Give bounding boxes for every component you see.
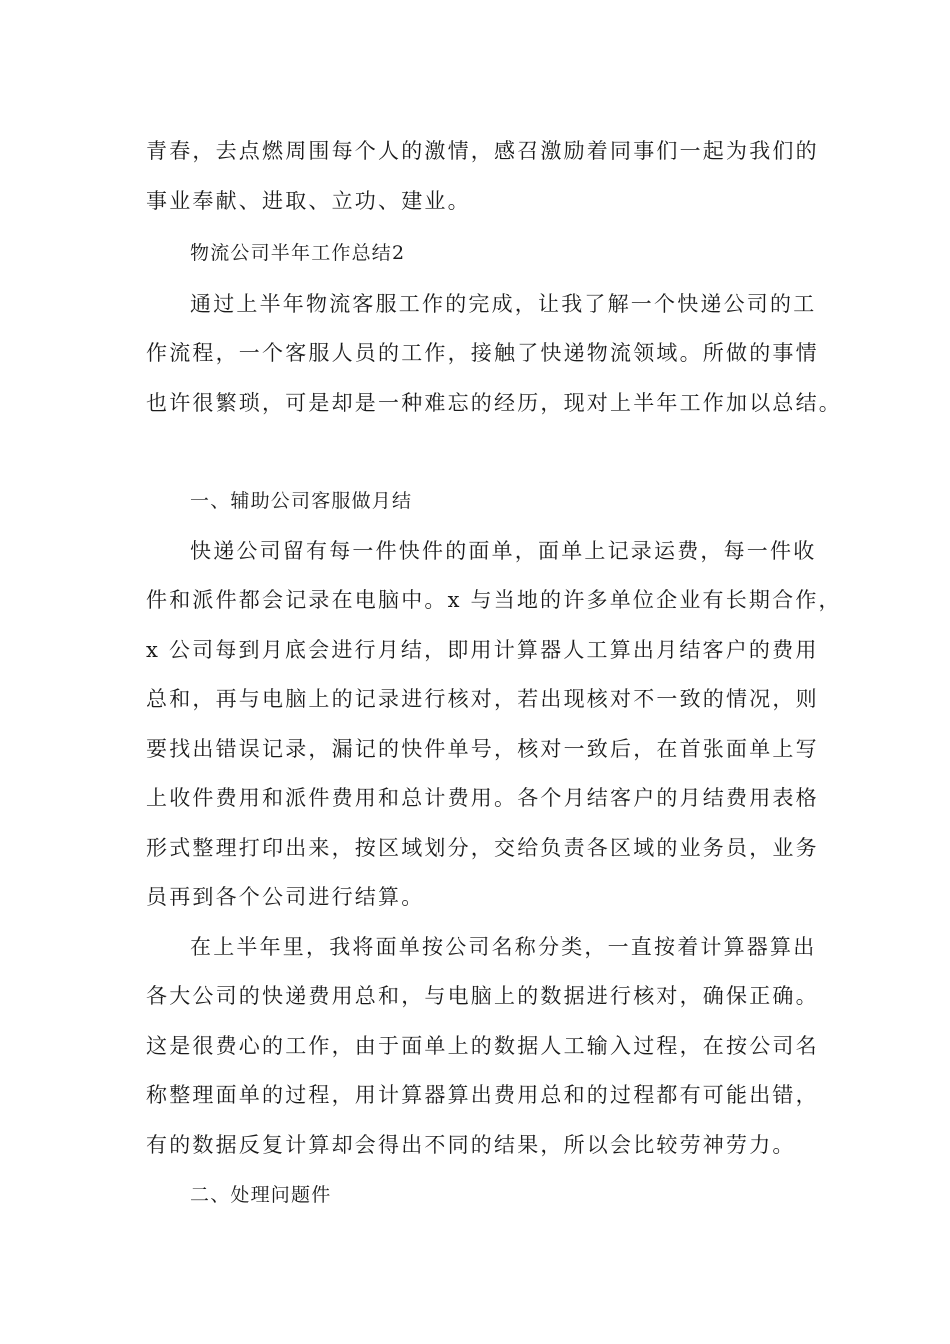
paragraph-3-line-2: 各大公司的快递费用总和，与电脑上的数据进行核对，确保正确。	[146, 984, 819, 1008]
paragraph-3-line-4: 称整理面单的过程，用计算器算出费用总和的过程都有可能出错，	[146, 1083, 819, 1107]
section-1-heading: 一、辅助公司客服做月结	[190, 490, 413, 512]
intro-line-1: 青春，去点燃周围每个人的激情，感召激励着同事们一起为我们的	[146, 139, 819, 163]
document-subtitle: 物流公司半年工作总结2	[190, 242, 406, 264]
paragraph-1-line-2: 作流程，一个客服人员的工作，接触了快递物流领域。所做的事情	[146, 341, 819, 365]
section-2-heading: 二、处理问题件	[190, 1184, 332, 1206]
paragraph-3-line-5: 有的数据反复计算却会得出不同的结果，所以会比较劳神劳力。	[146, 1133, 796, 1157]
paragraph-2-line-1: 快递公司留有每一件快件的面单，面单上记录运费，每一件收	[190, 539, 817, 563]
paragraph-2-line-6: 上收件费用和派件费用和总计费用。各个月结客户的月结费用表格	[146, 786, 819, 810]
paragraph-2-line-5: 要找出错误记录，漏记的快件单号，核对一致后，在首张面单上写	[146, 737, 819, 761]
paragraph-2-line-7: 形式整理打印出来，按区域划分，交给负责各区域的业务员，业务	[146, 836, 819, 860]
paragraph-2-line-3: x 公司每到月底会进行月结，即用计算器人工算出月结客户的费用	[146, 638, 819, 662]
paragraph-1-line-3: 也许很繁琐，可是却是一种难忘的经历，现对上半年工作加以总结。	[146, 391, 842, 415]
paragraph-3-line-3: 这是很费心的工作，由于面单上的数据人工输入过程，在按公司名	[146, 1034, 819, 1058]
paragraph-3-line-1: 在上半年里，我将面单按公司名称分类，一直按着计算器算出	[190, 935, 817, 959]
paragraph-2-line-4: 总和，再与电脑上的记录进行核对，若出现核对不一致的情况，则	[146, 687, 819, 711]
intro-line-2: 事业奉献、进取、立功、建业。	[146, 189, 471, 213]
paragraph-1-line-1: 通过上半年物流客服工作的完成，让我了解一个快递公司的工	[190, 292, 817, 316]
paragraph-2-line-8: 员再到各个公司进行结算。	[146, 885, 425, 909]
paragraph-2-line-2: 件和派件都会记录在电脑中。x 与当地的许多单位企业有长期合作，	[146, 588, 842, 612]
